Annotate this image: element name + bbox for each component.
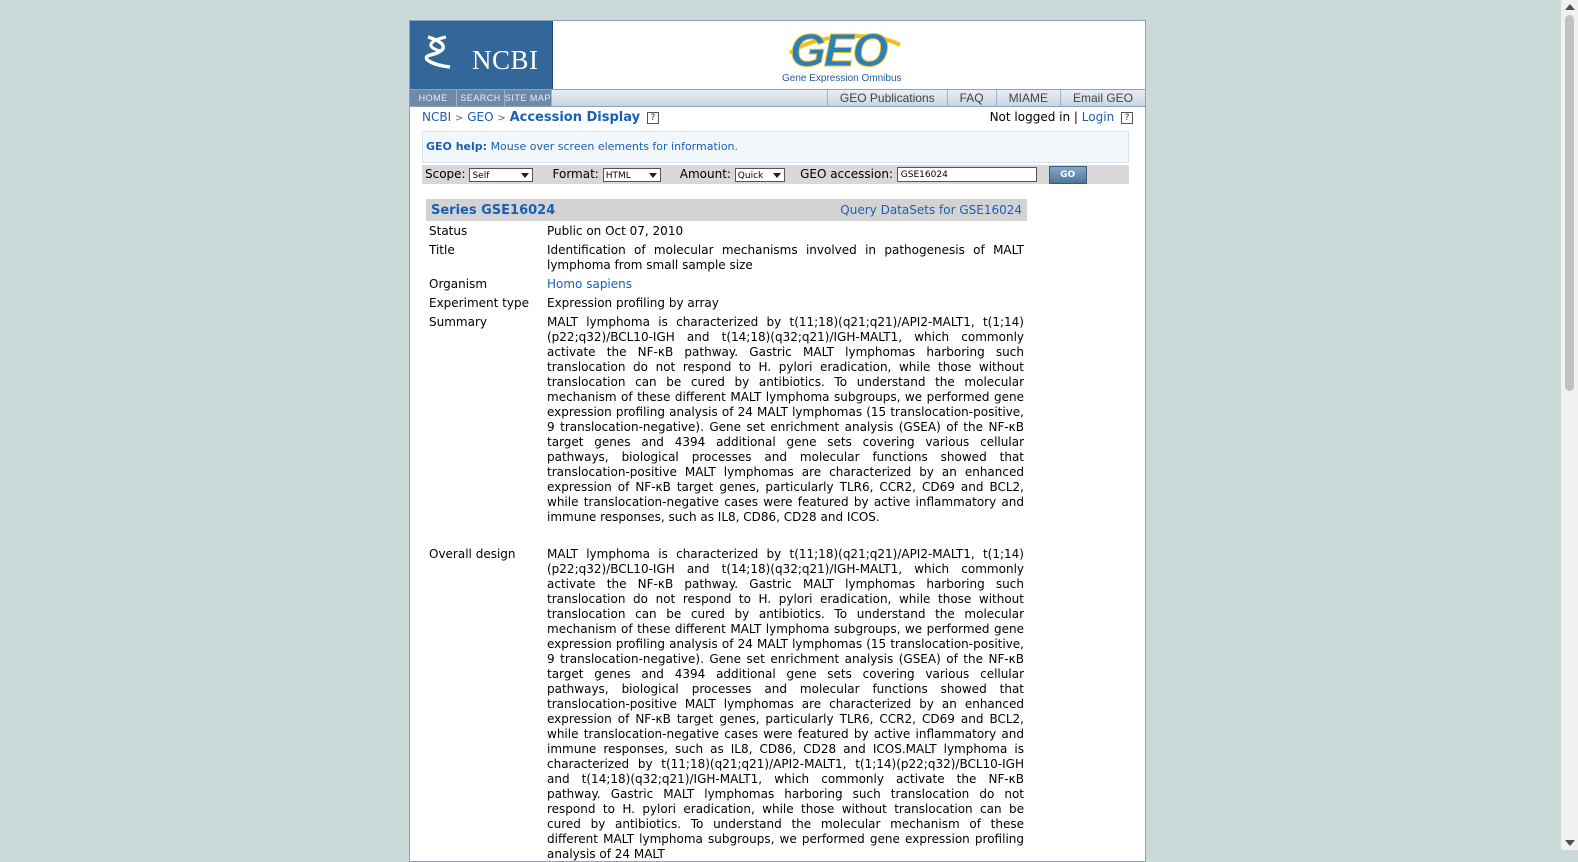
summary-label: Summary — [429, 315, 487, 329]
help-icon[interactable]: ? — [647, 112, 659, 124]
nav-site-map[interactable]: SITE MAP — [505, 90, 552, 106]
query-form — [422, 165, 1129, 184]
nav-miame[interactable]: MIAME — [996, 90, 1060, 106]
organism-label: Organism — [429, 277, 488, 291]
scope-select[interactable]: Self — [469, 168, 533, 182]
nav-search[interactable]: SEARCH — [457, 90, 504, 106]
ncbi-logo-text: NCBI — [472, 45, 539, 75]
scroll-thumb[interactable] — [1565, 15, 1574, 391]
help-text: Mouse over screen elements for information. — [490, 140, 739, 153]
breadcrumb-separator: > — [497, 113, 506, 124]
title-label: Title — [429, 243, 455, 257]
top-toolbar — [410, 89, 1145, 107]
login-status: Not logged in — [989, 110, 1071, 124]
ncbi-logo[interactable] — [410, 21, 553, 89]
dna-helix-icon — [422, 33, 456, 71]
field-row — [426, 296, 1027, 315]
field-row — [426, 315, 1027, 547]
breadcrumb-ncbi[interactable]: NCBI — [422, 110, 452, 124]
series-title: Series GSE16024 — [431, 203, 556, 218]
login-area — [990, 110, 1133, 124]
nav-email-geo[interactable]: Email GEO — [1060, 90, 1145, 106]
format-label: Format: — [552, 167, 599, 181]
accession-input[interactable]: GSE16024 — [897, 167, 1037, 182]
login-link[interactable]: Login — [1081, 110, 1115, 124]
help-bar — [422, 131, 1129, 163]
nav-home[interactable]: HOME — [410, 90, 457, 106]
geo-subtitle: Gene Expression Omnibus — [782, 73, 902, 84]
summary-value: MALT lymphoma is characterized by t(11;18)(q21;q21)/API2-MALT1, t(1;14)(p22;q32)/BCL10-IGH and t(14;18)(q32;q21)/IGH-MALT1, which commonly activate the NF-κB pathway. Gastric MALT lymphomas harboring such translocation do not respond to H. pylori eradication, while those without translocation can be cured by antibiotics. To understand the molecular mechanism of these different MALT lymphoma subgroups, we performed gene expression profiling analysis of 24 MALT lymphomas (15 translocation-positive, 9 translocation-negative). Gene set enrichment analysis (GSEA) of the NF-κB target genes and 4394 additional gene sets covering various cellular pathways, biological processes and molecular functions showed that translocation-positive MALT lymphomas are characterized by an enhanced expression of NF-κB target genes, particularly TLR6, CCR2, CD69 and BCL2, while translocation-negative cases were featured by active inflammatory and immune responses, such as IL8, CD86, CD28 and ICOS. — [547, 315, 1024, 524]
page-title: Accession Display — [509, 110, 641, 125]
series-fields-table — [426, 224, 1027, 862]
organism-link[interactable]: Homo sapiens — [547, 277, 633, 291]
breadcrumb-geo[interactable]: GEO — [467, 110, 494, 124]
format-select[interactable]: HTML — [603, 168, 661, 182]
vertical-scrollbar[interactable] — [1561, 0, 1578, 850]
amount-label: Amount: — [679, 167, 731, 181]
query-datasets-link[interactable]: Query DataSets for GSE16024 — [840, 203, 1022, 217]
login-help-icon[interactable]: ? — [1121, 112, 1133, 124]
geo-logo[interactable] — [552, 21, 1145, 89]
field-row — [426, 224, 1027, 243]
geo-nav — [827, 90, 1145, 106]
page-container — [409, 20, 1146, 862]
experiment-type-value: Expression profiling by array — [547, 296, 719, 310]
title-value: Identification of molecular mechanisms involved in pathogenesis of MALT lymphoma from small sample size — [547, 243, 1024, 272]
overall-design-label: Overall design — [429, 547, 516, 561]
help-label: GEO help: — [426, 140, 488, 153]
experiment-type-label: Experiment type — [429, 296, 529, 310]
nav-geo-publications[interactable]: GEO Publications — [827, 90, 947, 106]
login-divider: | — [1073, 110, 1078, 124]
scroll-up-arrow-icon[interactable] — [1565, 4, 1575, 10]
breadcrumb-separator: > — [454, 113, 464, 124]
nav-faq[interactable]: FAQ — [947, 90, 996, 106]
ncbi-nav — [410, 90, 552, 106]
accession-label: GEO accession: — [800, 167, 893, 181]
status-value: Public on Oct 07, 2010 — [547, 224, 684, 238]
status-label: Status — [429, 224, 468, 238]
series-header — [426, 199, 1027, 221]
field-row — [426, 243, 1027, 277]
go-button[interactable]: GO — [1049, 166, 1087, 184]
scroll-down-arrow-icon[interactable] — [1565, 840, 1575, 846]
amount-select[interactable]: Quick — [735, 168, 785, 182]
breadcrumb — [422, 110, 659, 125]
overall-design-value: MALT lymphoma is characterized by t(11;18)(q21;q21)/API2-MALT1, t(1;14)(p22;q32)/BCL10-IGH and t(14;18)(q32;q21)/IGH-MALT1, which commonly activate the NF-κB pathway. Gastric MALT lymphomas harboring such translocation do not respond to H. pylori eradication, while those without translocation can be cured by antibiotics. To understand the molecular mechanism of these different MALT lymphoma subgroups, we performed gene expression profiling analysis of 24 MALT lymphomas (15 translocation-positive, 9 translocation-negative). Gene set enrichment analysis (GSEA) of the NF-κB target genes and 4394 additional gene sets covering various cellular pathways, biological processes and molecular functions showed that translocation-positive MALT lymphomas are characterized by an enhanced expression of NF-κB target genes, particularly TLR6, CCR2, CD69 and BCL2, while translocation-negative cases were featured by active inflammatory and immune responses, such as IL8, CD86, CD28 and ICOS.MALT lymphoma is characterized by t(11;18)(q21;q21)/API2-MALT1, t(1;14)(p22;q32)/BCL10-IGH and t(14;18)(q32;q21)/IGH-MALT1, which commonly activate the NF-κB pathway. Gastric MALT lymphomas harboring such translocation do not respond to H. pylori eradication, while those without translocation can be cured by antibiotics. To understand the molecular mechanism of these different MALT lymphoma subgroups, we performed gene expression profiling analysis of 24 MALT — [547, 547, 1024, 861]
geo-logo-text: GEO — [790, 24, 887, 76]
field-row — [426, 277, 1027, 296]
field-row — [426, 547, 1027, 862]
scope-label: Scope: — [425, 167, 466, 181]
